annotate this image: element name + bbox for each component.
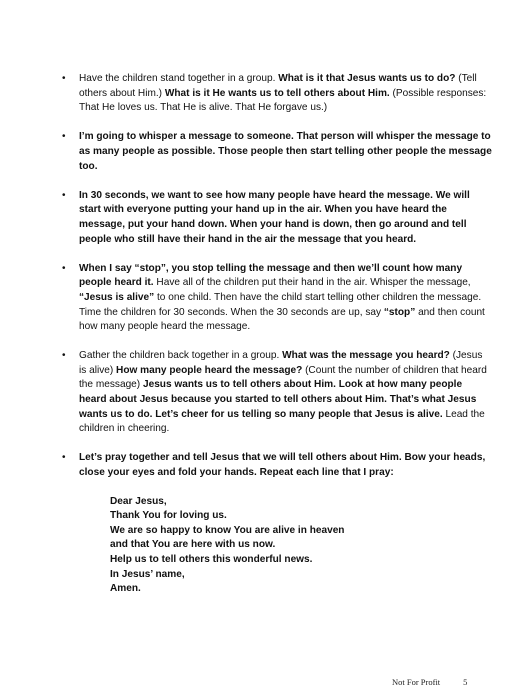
bold-text-segment: I’m going to whisper a message to someone. That person will whisper the message to as many people as possible. Those people then start telling other people the message too.: [79, 131, 492, 172]
list-item-text: [79, 263, 485, 332]
text-segment: (Tell others about Him.): [79, 73, 477, 99]
bold-text-segment: In 30 seconds, we want to see how many people have heard the message. We will start with everyone putting your hand up in the air. When you have heard the message, put your hand down. When your hand is down, then go around and tell people who still have their hand in the air the message that you heard.: [79, 189, 470, 245]
prayer-line: Help us to tell others this wonderful news.: [110, 554, 313, 565]
bold-text-segment: “stop”: [383, 306, 416, 318]
bold-text-segment: When I say “stop”, you stop telling the message and then we’ll count how many people heard it.: [79, 262, 463, 289]
list-item-text: [79, 73, 486, 113]
prayer-line: Thank You for loving us.: [110, 510, 227, 522]
text-segment: to one child. Then have the child start telling other children the message. Time the children for 30 seconds. When the 30 seconds are up, say: [79, 291, 482, 318]
bullet-icon: •: [62, 73, 66, 84]
bullet-icon: •: [62, 189, 66, 201]
bullet-icon: •: [62, 452, 66, 464]
bold-text-segment: “Jesus is alive”: [79, 291, 155, 303]
list-item: [62, 349, 492, 437]
bold-text-segment: What is it that Jesus wants us to do?: [278, 73, 456, 84]
bold-text-segment: How many people heard the message?: [116, 364, 303, 376]
list-item-text: [79, 350, 487, 434]
footer-text: Not For Profit: [392, 677, 441, 687]
list-item: [62, 189, 492, 247]
list-item: [62, 451, 492, 596]
list-item-text: [79, 131, 492, 171]
bullet-icon: •: [62, 350, 66, 362]
text-segment: (Count the number of children that heard the message): [79, 364, 487, 391]
bold-text-segment: What is it He wants us to tell others about Him.: [164, 87, 390, 99]
page-footer: [392, 677, 467, 687]
prayer-line: Amen.: [110, 583, 141, 595]
prayer-line: In Jesus’ name,: [110, 568, 185, 580]
bold-text-segment: Let’s pray together and tell Jesus that we will tell others about Him. Bow your heads, close your eyes and fold your hands. Repeat each line that I pray:: [79, 452, 486, 479]
list-item: [62, 130, 492, 174]
bullet-icon: •: [62, 131, 66, 143]
text-segment: Gather the children back together in a group.: [79, 350, 283, 362]
prayer-line: Dear Jesus,: [110, 495, 167, 507]
text-segment: Have all of the children put their hand in the air. Whisper the message,: [153, 277, 471, 289]
page-number: 5: [463, 677, 468, 687]
list-item-text: [79, 190, 470, 245]
text-segment: Lead the children in cheering.: [79, 408, 485, 435]
bold-text-segment: What was the message you heard?: [282, 350, 450, 362]
prayer-line: and that You are here with us now.: [110, 539, 276, 551]
list-item-text: [79, 452, 485, 478]
instruction-list: [62, 72, 492, 611]
bullet-icon: •: [62, 262, 66, 274]
text-segment: (Possible responses: That He loves us. That He is alive. That He forgave us.): [79, 87, 487, 114]
text-segment: (Jesus is alive): [79, 350, 483, 376]
bold-text-segment: Jesus wants us to tell others about Him. Look at how many people heard about Jesus because you started to tell others about Him. That’s what Jesus wants us to do. Let’s cheer for us telling so many people that Jesus is alive.: [79, 379, 477, 420]
list-item: [62, 262, 492, 335]
list-item: [62, 72, 492, 116]
prayer-block: [79, 495, 492, 597]
text-segment: Have the children stand together in a group.: [79, 73, 279, 84]
prayer-line: We are so happy to know You are alive in heaven: [110, 524, 345, 536]
text-segment: and then count how many people heard the message.: [79, 306, 485, 333]
